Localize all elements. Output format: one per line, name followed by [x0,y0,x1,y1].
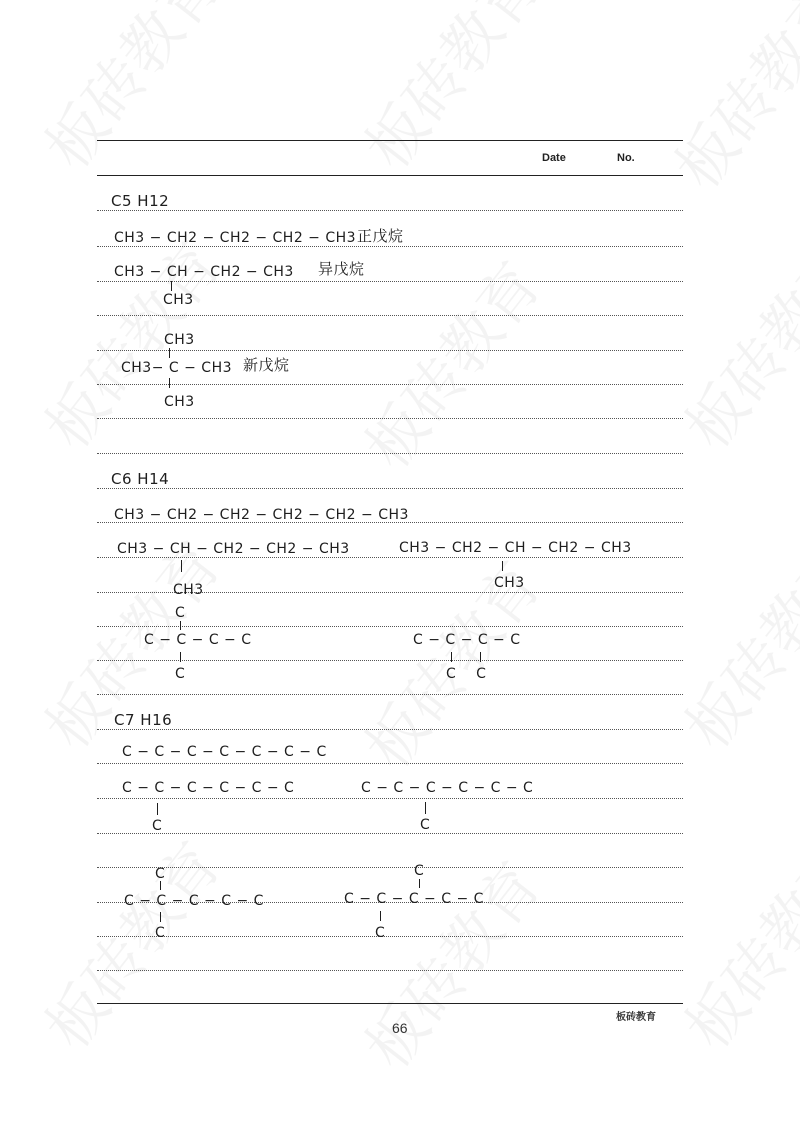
ruled-line [97,350,683,351]
ruled-line [97,867,683,868]
2-methylhexane-branch: C [152,818,163,834]
ruled-line [97,660,683,661]
ruled-line [97,281,683,282]
ruled-line [97,798,683,799]
3-methylpentane-formula: CH3 − CH2 − CH − CH2 − CH3 [399,540,632,556]
page-number: 66 [392,1020,408,1036]
2-methylhexane-bond [157,803,158,815]
neopentane-formula: CH3− C − CH3 [121,360,233,376]
ruled-line [97,557,683,558]
2-methylpentane-formula: CH3 − CH − CH2 − CH2 − CH3 [117,541,350,557]
ruled-line [97,626,683,627]
watermark [22,822,238,1064]
3-methylpentane-bond [502,561,503,571]
n-pentane-formula: CH3 − CH2 − CH2 − CH2 − CH3 [114,230,357,246]
22-dimethylpentane-bond-top [160,881,161,890]
watermark [662,822,800,1064]
watermark [22,222,238,464]
22-dimethylpentane-bottom: C [155,925,166,941]
heptane-formula: C − C − C − C − C − C − C [122,744,327,760]
23-dimethylpentane-bond-top [419,879,420,888]
isopentane-bond [171,281,172,291]
neopentane-name: 新戊烷 [243,356,290,374]
22-dimethylbutane-bond-top [180,621,181,630]
23-dimethylbutane-bond-right [480,652,481,662]
3-methylhexane-formula: C − C − C − C − C − C [361,780,534,796]
watermark [662,522,800,764]
watermark [342,542,558,784]
ruled-line [97,694,683,695]
3-methylpentane-branch: CH3 [494,575,525,591]
23-dimethylpentane-bond-bottom [380,911,381,921]
ruled-line [97,763,683,764]
isopentane-formula: CH3 − CH − CH2 − CH3 [114,264,294,280]
brand-logo: 板砖教育 [616,1012,656,1023]
isopentane-branch: CH3 [163,292,194,308]
22-dimethylbutane-formula: C − C − C − C [144,632,252,648]
watermark [342,242,558,484]
ruled-line [97,418,683,419]
watermark [22,0,238,184]
c5-heading: C5 H12 [111,192,170,210]
ruled-line [97,210,683,211]
bottom-rule [97,1003,683,1004]
header-rule [97,175,683,176]
watermark [342,0,558,184]
top-rule [97,140,683,141]
23-dimethylbutane-bond-left [451,652,452,662]
ruled-line [97,488,683,489]
neopentane-bottom: CH3 [164,394,195,410]
3-methylhexane-bond [425,802,426,814]
hexane-formula: CH3 − CH2 − CH2 − CH2 − CH2 − CH3 [114,507,409,523]
22-dimethylpentane-formula: C − C − C − C − C [124,893,264,909]
2-methylpentane-bond [181,560,182,572]
watermark [652,0,800,204]
neopentane-bond-bottom [169,378,170,388]
isopentane-name: 异戊烷 [318,260,365,278]
22-dimethylpentane-top: C [155,866,166,882]
3-methylhexane-branch: C [420,817,431,833]
ruled-line [97,384,683,385]
ruled-line [97,833,683,834]
ruled-line [97,315,683,316]
2-methylhexane-formula: C − C − C − C − C − C [122,780,295,796]
ruled-line [97,729,683,730]
23-dimethylbutane-bottom: C C [446,666,487,682]
22-dimethylpentane-bond-bottom [160,912,161,922]
ruled-line [97,970,683,971]
22-dimethylbutane-top: C [175,605,186,621]
22-dimethylbutane-bond-bottom [180,652,181,662]
2-methylpentane-branch: CH3 [173,582,204,598]
watermark [662,222,800,464]
neopentane-bond-top [169,348,170,358]
n-pentane-name: 正戊烷 [357,227,404,245]
ruled-line [97,453,683,454]
ruled-line [97,246,683,247]
22-dimethylbutane-bottom: C [175,666,186,682]
neopentane-top: CH3 [164,332,195,348]
23-dimethylpentane-formula: C − C − C − C − C [344,891,484,907]
23-dimethylpentane-top: C [414,863,425,879]
no-label: No. [617,152,635,164]
c7-heading: C7 H16 [114,711,173,729]
23-dimethylbutane-formula: C − C − C − C [413,632,521,648]
watermark [342,842,558,1084]
c6-heading: C6 H14 [111,470,170,488]
23-dimethylpentane-bottom: C [375,925,386,941]
date-label: Date [542,152,566,164]
ruled-line [97,936,683,937]
